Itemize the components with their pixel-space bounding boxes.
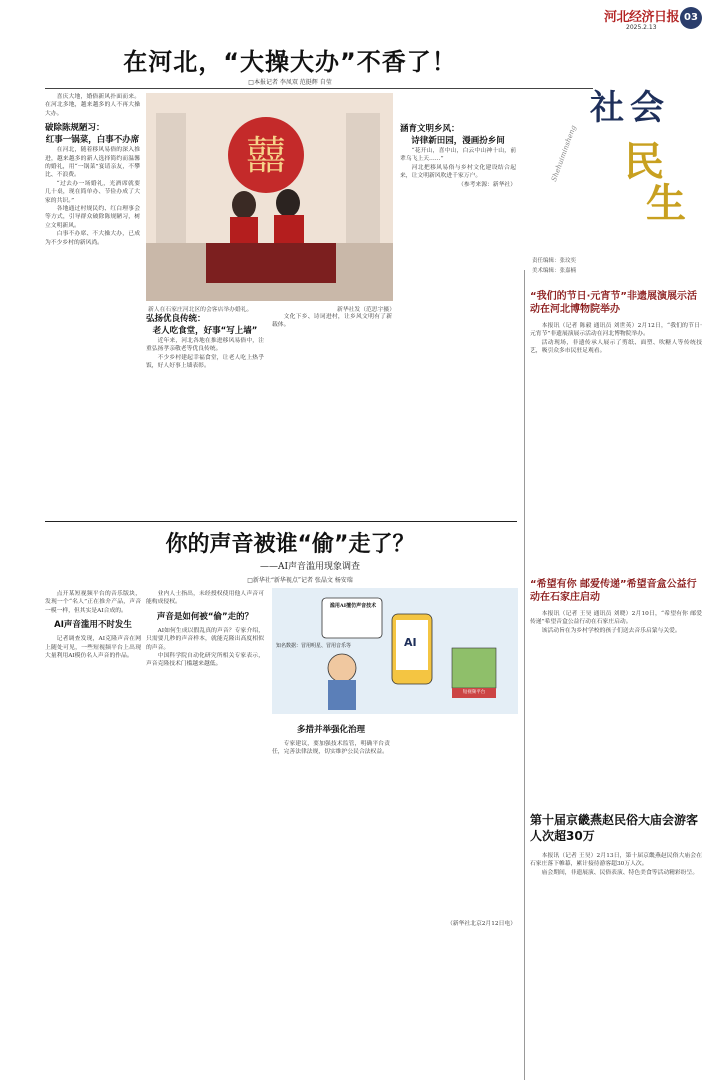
story2-sub3: 多措并举强化治理 xyxy=(296,725,365,735)
story2-p6: 专家建议，要加强技术监管，明确平台责任，完善法律法规，切实维护公民合法权益。 xyxy=(272,741,390,756)
side2-p1: 本报讯（记者 王昊 通讯员 刘晓）2月10日，“希望有你 邮爱传递”希望音盒公益行动在石家庄启动。 xyxy=(530,611,702,626)
right-divider xyxy=(524,270,525,1080)
story2-col4 xyxy=(398,720,516,1070)
story1-sub2b: 老人吃食堂，好事“写上墙” xyxy=(152,326,258,336)
side1-body xyxy=(530,322,702,356)
svg-text:囍: 囍 xyxy=(246,133,286,179)
photo-credit: 新华社发（范思宇摄） xyxy=(337,307,395,313)
side1 xyxy=(530,290,702,560)
story1-p7: “花开山，喜中山，白云中山神十山，前辈乌飞上天……” xyxy=(400,148,516,163)
side2-p2: 该活动旨在为乡村学校的孩子们送去音乐启蒙与关爱。 xyxy=(541,627,681,634)
story1-byline: □本报记者 李凤双 范挺辉 自莹 xyxy=(248,79,332,86)
story2-col1 xyxy=(45,590,141,1070)
story1-p3: 各地通过村规民约、红白理事会等方式，引导群众破除陈规陋习，树立文明新风。 xyxy=(45,206,140,229)
side3-p2: 庙会期间，非遗展演、民俗表演、特色美食等活动精彩纷呈。 xyxy=(541,869,699,876)
story1-rule xyxy=(45,88,593,89)
story2-p5: 中国科学院自动化研究所相关专家表示，声音克隆技术门槛越来越低。 xyxy=(146,653,264,668)
section-char-sheng: 生 xyxy=(646,181,686,227)
side3-title: 第十届京畿燕赵民俗大庙会游客人次超30万 xyxy=(530,813,699,843)
story2-p2: 记者调查发现，AI克隆声音在网上随处可见，一些短视频平台上出现大量利用AI模仿名人声音的作品。 xyxy=(45,636,141,660)
story2-top-rule xyxy=(45,521,517,522)
section-editor: 责任编辑：张玟奕 xyxy=(532,258,577,264)
masthead xyxy=(604,6,704,46)
page-date: 2025.2.13 xyxy=(626,24,657,31)
story1-col2 xyxy=(146,313,264,518)
story1-p9: 河北把移风易俗与乡村文化建设结合起来，让文明新风吹进千家万户。 xyxy=(400,164,516,180)
cartoon-caption-mid: 知名数据：冒用明星、冒用音乐等 xyxy=(276,643,352,649)
story1-sub3b: 诗律新田园，漫画扮乡间 xyxy=(411,136,505,146)
story1-sub1b: 红事一锅菜，白事不办席 xyxy=(45,135,140,146)
story2-col2 xyxy=(146,590,264,1070)
paper-name: 河北经济日报 xyxy=(604,10,680,25)
side1-title: “我们的节日·元宵节”非遗展演展示活动在河北博物院举办 xyxy=(530,291,697,315)
section-char-min: 民 xyxy=(624,139,664,185)
story2-subtitle: ——AI声音滥用现象调查 xyxy=(259,562,361,572)
story1-col1 xyxy=(45,93,140,518)
story1-sub1: 破除陈规陋习： xyxy=(45,123,105,134)
side1-p2: 活动现场，非遗传承人展示了剪纸、面塑、吹糖人等传统技艺，吸引众多市民驻足观看。 xyxy=(530,339,702,355)
story1-sub2: 弘扬优良传统： xyxy=(146,314,206,324)
story2-sub1: AI声音滥用不时发生 xyxy=(54,620,132,631)
section-pinyin: Shehuiminsheng xyxy=(550,124,578,183)
side3-body xyxy=(530,852,702,877)
cartoon-caption-top: 滥用AI擅仿声音技术 xyxy=(329,603,377,609)
story1-end: （参考来源：新华社） xyxy=(458,181,516,188)
story1-sub3: 涵育文明乡风： xyxy=(400,124,460,134)
story2-sub2: 声音是如何被“偷”走的？ xyxy=(156,611,254,622)
story2-end: （新华社北京2月12日电） xyxy=(446,921,516,927)
section-char-hui: 会 xyxy=(630,88,664,128)
page-number: 03 xyxy=(680,7,702,29)
story2-p4: AI如何生成以假乱真的声音？专家介绍，只需要几秒的声音样本，就能克隆出高度相似的声音。 xyxy=(146,627,264,651)
side3-p1: 本报讯（记者 王昊）2月13日，第十届京畿燕赵民俗大庙会在石家庄落下帷幕，累计接待游客超30万人次。 xyxy=(530,853,702,868)
cartoon-ai-label: AI xyxy=(404,636,417,649)
story1-p2: “过去办一场婚礼，光酒席就要几十桌，现在简单办、节俭办成了大家的共识。” xyxy=(45,180,140,204)
photo-caption: 新人在石家庄河北区的会客店举办婚礼。 xyxy=(148,307,253,313)
side3 xyxy=(530,812,702,1082)
cartoon-sign: 短视频平台 xyxy=(462,690,486,695)
story1-col3 xyxy=(272,313,392,518)
side2-body xyxy=(530,610,702,635)
side1-p1: 本报讯（记者 陈毅 通讯员 刘世英）2月12日，“我们的节日·元宵节”非遗展演展示活动在河北博物院举办。 xyxy=(530,323,702,338)
story2-p1: 点开某短视频平台的音乐版块，发现一个“名人”正在推介产品，声音一模一样，但其实是AI合成的。 xyxy=(45,591,141,614)
wedding-photo xyxy=(146,93,393,301)
story2-col3 xyxy=(272,720,390,1070)
side2 xyxy=(530,578,702,788)
story1-p1: 在河北，随着移风易俗的深入推进，越来越多的新人选择简约而温馨的婚礼，用“一锅菜”宴请亲友，不攀比、不浪费。 xyxy=(45,147,140,179)
section-label xyxy=(530,60,700,290)
story1-title: 在河北，“大操大办”不香了！ xyxy=(123,48,457,76)
story1-intro: 喜庆大地，婚俗新风扑面而来。在河北多地，越来越多的人不再大操大办。 xyxy=(45,94,140,117)
story2-byline: □新华社“新华视点”记者 张晶文 杨安瑞 xyxy=(247,577,353,584)
section-char-she: 社 xyxy=(590,88,624,128)
story1-p4: 白事不办席、不大操大办，已成为不少乡村的新风尚。 xyxy=(45,231,140,246)
side2-title: “希望有你 邮爱传递”希望音盒公益行动在石家庄启动 xyxy=(530,579,697,603)
section-designer: 美术编辑：张嘉楠 xyxy=(532,268,577,274)
story1-col4 xyxy=(400,93,516,518)
story1-p8: 文化下乡、诗词进村，让乡风文明有了新载体。 xyxy=(272,314,392,329)
story2-title: 你的声音被谁“偷”走了？ xyxy=(165,532,415,557)
story1-p5: 近年来，河北各地在推进移风易俗中，注重弘扬孝亲敬老等优良传统。 xyxy=(146,338,264,353)
story1-p6: 不少乡村建起幸福食堂，让老人吃上热乎饭，好人好事上墙表彰。 xyxy=(146,354,264,370)
story2-p3: 业内人士指出，未经授权使用他人声音可能构成侵权。 xyxy=(146,591,264,606)
ai-cartoon xyxy=(272,588,518,714)
